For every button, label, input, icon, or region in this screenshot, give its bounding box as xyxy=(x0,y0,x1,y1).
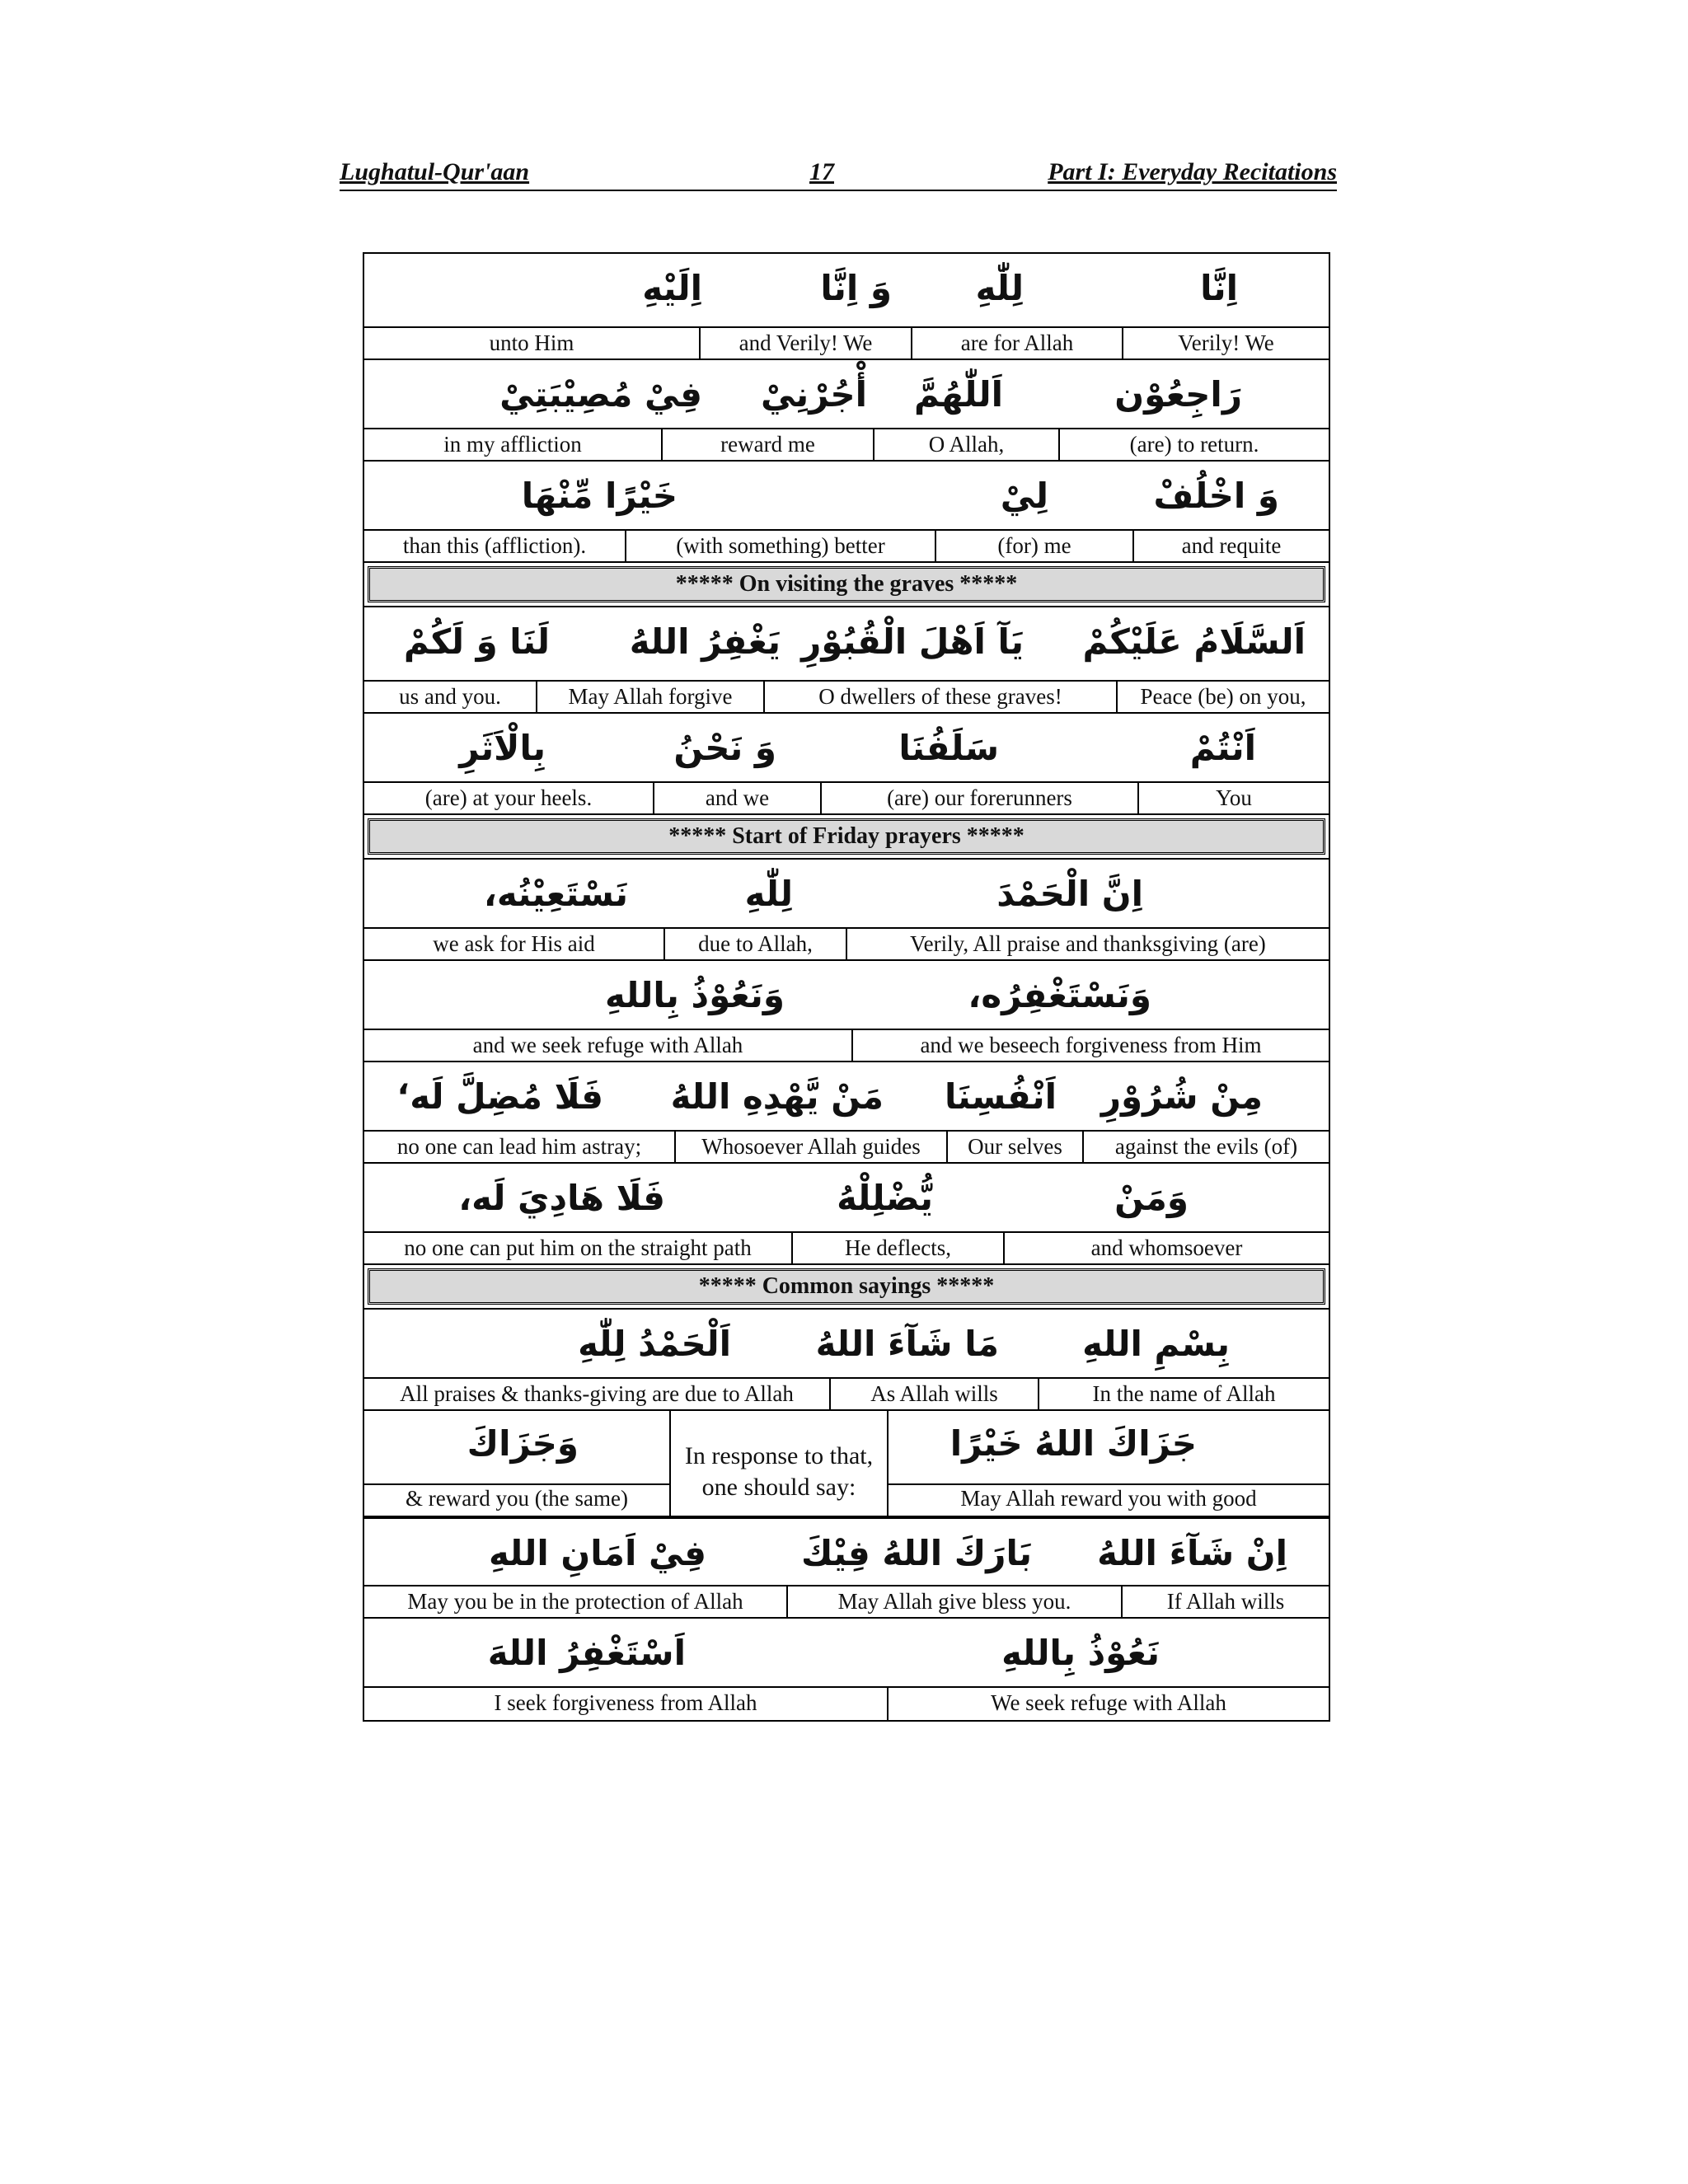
arabic-word: وَنَسْتَغْفِرُه، xyxy=(968,975,1151,1015)
arabic-row xyxy=(364,462,1329,531)
translation-cell: May Allah reward you with good xyxy=(960,1486,1257,1511)
response-row xyxy=(364,1411,1329,1517)
translation-row xyxy=(364,1030,1329,1062)
arabic-word: رَاجِعُوْن xyxy=(1114,374,1242,415)
translation-cell: Whosoever Allah guides xyxy=(676,1132,948,1162)
arabic-word: فَلَا مُضِلَّ لَه‘ xyxy=(396,1076,603,1117)
arabic-word: وَجَزَاكَ xyxy=(467,1423,579,1464)
arabic-word: سَلَفُنَا xyxy=(898,728,999,768)
arabic-word: لِيْ xyxy=(1000,476,1048,516)
arabic-word: نَعُوْذُ بِاللهِ xyxy=(1001,1633,1160,1673)
translation-cell: and whomsoever xyxy=(1090,1235,1243,1260)
arabic-row xyxy=(364,1164,1329,1233)
translation-row xyxy=(364,1688,1329,1720)
translation-cell: in my affliction xyxy=(364,429,663,460)
response-note-line: one should say: xyxy=(701,1474,856,1501)
translation-cell: Our selves xyxy=(948,1132,1084,1162)
arabic-word: وَمَنْ xyxy=(1114,1178,1189,1218)
translation-cell: He deflects, xyxy=(793,1233,1005,1263)
translation-row xyxy=(364,328,1329,360)
section-heading xyxy=(364,815,1329,860)
arabic-word: فَلَا هَادِيَ لَه، xyxy=(458,1178,665,1218)
translation-cell: unto Him xyxy=(364,328,701,359)
translation-cell: In the name of Allah xyxy=(1092,1381,1276,1406)
translation-row xyxy=(364,1132,1329,1164)
arabic-word: مَنْ يَّهْدِهِ اللهُ xyxy=(670,1076,884,1117)
translation-cell: and requite xyxy=(1181,533,1282,558)
translation-cell: May you be in the protection of Allah xyxy=(364,1586,788,1617)
arabic-word: بِسْمِ اللهِ xyxy=(1082,1324,1230,1364)
translation-cell: (are) at your heels. xyxy=(364,783,654,813)
arabic-word: اَلْحَمْدُ لِلّٰهِ xyxy=(578,1324,731,1364)
arabic-word: اِنَّا xyxy=(1200,268,1238,308)
arabic-row xyxy=(364,714,1329,783)
arabic-word: مِنْ شُرُوْرِ xyxy=(1100,1076,1263,1117)
arabic-word: لَنَا وَ لَكُمْ xyxy=(403,621,550,662)
arabic-cell xyxy=(889,1411,1329,1485)
arabic-word: اِنْ شَآءَ اللهُ xyxy=(1097,1533,1287,1573)
translation-cell: We seek refuge with Allah xyxy=(991,1690,1226,1715)
section-heading-text: ***** Start of Friday prayers ***** xyxy=(368,818,1325,855)
translation-cell: All praises & thanks-giving are due to Allah xyxy=(364,1379,831,1409)
arabic-word: مَا شَآءَ اللهُ xyxy=(815,1324,999,1364)
translation-row xyxy=(364,783,1329,815)
section-title: Part I: Everyday Recitations xyxy=(1048,158,1337,185)
response-note xyxy=(669,1411,889,1516)
translation-cell: You xyxy=(1216,785,1252,810)
translation-cell: As Allah wills xyxy=(831,1379,1039,1409)
translation-cell: us and you. xyxy=(364,682,537,712)
page-header xyxy=(340,157,1337,191)
arabic-row xyxy=(364,1310,1329,1379)
arabic-word: يَآ اَهْلَ الْقُبُوْرِ xyxy=(801,621,1024,662)
translation-cell: are for Allah xyxy=(912,328,1123,359)
translation-cell: (are) our forerunners xyxy=(822,783,1139,813)
translation-cell: If Allah wills xyxy=(1166,1589,1285,1614)
translation-cell: O dwellers of these graves! xyxy=(765,682,1118,712)
translation-cell: O Allah, xyxy=(874,429,1060,460)
translation-cell: May Allah forgive xyxy=(537,682,765,712)
arabic-word: اَنْتُمْ xyxy=(1189,728,1256,768)
arabic-word: اَللّٰهُمَّ xyxy=(914,374,1003,415)
section-heading-text: ***** Common sayings ***** xyxy=(368,1268,1325,1305)
translation-cell: (with something) better xyxy=(626,531,936,561)
translation-row xyxy=(364,929,1329,961)
translation-row xyxy=(364,429,1329,462)
arabic-word: يُّضْلِلْهُ xyxy=(837,1178,933,1218)
section-heading xyxy=(364,563,1329,607)
arabic-word: لِلّٰهِ xyxy=(975,268,1024,308)
translation-cell: reward me xyxy=(663,429,874,460)
translation-row xyxy=(364,1586,1329,1619)
translation-row xyxy=(364,531,1329,563)
translation-cell: than this (affliction). xyxy=(364,531,626,561)
translation-cell: and we xyxy=(654,783,822,813)
recitations-table xyxy=(363,252,1330,1722)
arabic-cell xyxy=(364,1411,669,1485)
translation-cell: (for) me xyxy=(936,531,1134,561)
translation-cell: (are) to return. xyxy=(1129,432,1259,457)
arabic-word: نَسْتَعِيْنُه، xyxy=(483,874,628,914)
arabic-word: وَ نَحْنُ xyxy=(673,728,776,768)
translation-cell: I seek forgiveness from Allah xyxy=(364,1688,889,1720)
arabic-row xyxy=(364,1062,1329,1132)
arabic-word: أْجُرْنِيْ xyxy=(760,374,867,415)
section-heading xyxy=(364,1265,1329,1310)
arabic-word: وَ اِنَّا xyxy=(820,268,892,308)
translation-cell: May Allah give bless you. xyxy=(788,1586,1123,1617)
arabic-row xyxy=(364,607,1329,682)
arabic-word: وَنَعُوْذُ بِاللهِ xyxy=(604,975,785,1015)
translation-cell: and we seek refuge with Allah xyxy=(364,1030,853,1061)
arabic-word: لِلّٰهِ xyxy=(744,874,793,914)
book-title: Lughatul-Qur'aan xyxy=(340,158,530,185)
arabic-row xyxy=(364,860,1329,929)
arabic-word: فِيْ مُصِيْبَتِيْ xyxy=(499,374,702,415)
arabic-word: وَ اخْلُفْ xyxy=(1153,476,1279,516)
arabic-row xyxy=(364,360,1329,429)
translation-cell: no one can put him on the straight path xyxy=(364,1233,793,1263)
arabic-word: اِنَّ الْحَمْدَ xyxy=(996,874,1143,914)
response-note-line: In response to that, xyxy=(684,1442,874,1469)
translation-cell: Peace (be) on you, xyxy=(1140,684,1306,709)
arabic-row xyxy=(364,1619,1329,1688)
arabic-word: اِلَيْهِ xyxy=(642,268,702,308)
translation-row xyxy=(364,1233,1329,1265)
translation-cell: we ask for His aid xyxy=(364,929,665,959)
arabic-word: يَغْفِرُ اللهُ xyxy=(629,621,781,662)
translation-row xyxy=(364,682,1329,714)
arabic-word: بِالْاَثَرِ xyxy=(459,728,546,768)
arabic-row xyxy=(364,961,1329,1030)
arabic-word: اَنْفُسِنَا xyxy=(944,1076,1057,1117)
arabic-word: خَيْرًا مِّنْهَا xyxy=(521,476,678,516)
translation-cell: Verily, All praise and thanksgiving (are) xyxy=(910,931,1266,956)
translation-row xyxy=(364,1379,1329,1411)
response-right xyxy=(889,1411,1329,1516)
arabic-word: اَسْتَغْفِرُ اللهَ xyxy=(487,1633,686,1673)
arabic-row xyxy=(364,1517,1329,1586)
response-left xyxy=(364,1411,669,1516)
translation-cell: due to Allah, xyxy=(665,929,847,959)
arabic-word: فِيْ اَمَانِ اللهِ xyxy=(488,1533,706,1573)
translation-cell: no one can lead him astray; xyxy=(364,1132,676,1162)
translation-cell: against the evils (of) xyxy=(1114,1134,1298,1159)
section-heading-text: ***** On visiting the graves ***** xyxy=(368,566,1325,602)
arabic-word: بَارَكَ اللهُ فِيْكَ xyxy=(801,1533,1032,1573)
page-number: 17 xyxy=(809,158,834,185)
arabic-row xyxy=(364,254,1329,328)
translation-cell: and we beseech forgiveness from Him xyxy=(920,1033,1262,1057)
translation-cell: Verily! We xyxy=(1178,330,1274,355)
translation-cell: & reward you (the same) xyxy=(406,1486,628,1511)
arabic-word: اَلسَّلَامُ عَلَيْكُمْ xyxy=(1082,621,1306,662)
translation-cell: and Verily! We xyxy=(701,328,912,359)
arabic-word: جَزَاكَ اللهُ خَيْرًا xyxy=(950,1423,1197,1464)
